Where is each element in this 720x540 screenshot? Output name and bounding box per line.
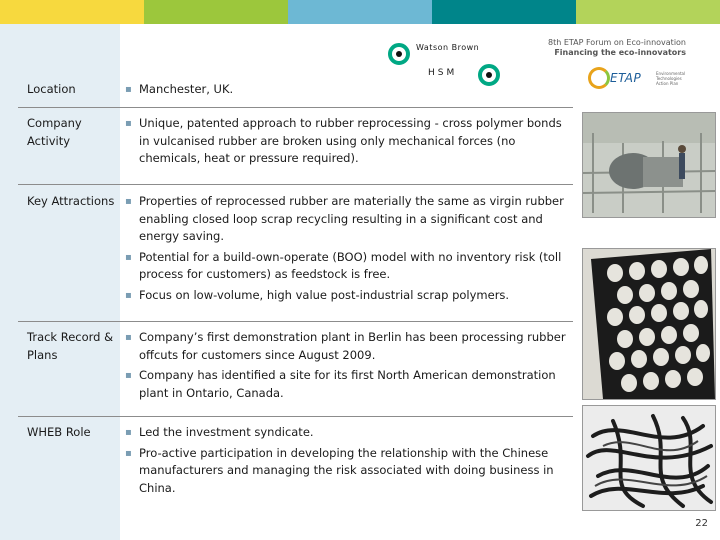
bullet-text: Focus on low-volume, high value post-industrial scrap polymers.	[139, 287, 510, 302]
bullet-marker: ▪	[125, 118, 132, 129]
bullet-list	[125, 81, 571, 102]
color-segment	[288, 0, 432, 24]
bullet-marker: ▪	[125, 447, 132, 459]
bullet-text: Company has identified a site for its first North American demonstration plant in Ontario, Canada.	[139, 368, 556, 400]
row-label: Company Activity	[27, 116, 82, 148]
page-number: 22	[695, 518, 708, 529]
row-label: Key Attractions	[27, 194, 115, 208]
color-segment	[0, 0, 144, 24]
bullet-item	[125, 249, 571, 284]
factory-plant-photo	[582, 112, 716, 218]
row-label: Location	[27, 82, 76, 96]
bullet-marker: ▪	[125, 251, 132, 263]
row-label: Track Record & Plans	[27, 330, 114, 362]
row-label: WHEB Role	[27, 425, 91, 439]
forum-subtitle: Financing the eco-innovators	[554, 48, 686, 57]
forum-title: 8th ETAP Forum on Eco-innovation	[547, 38, 686, 47]
bullet-text: Led the investment syndicate.	[139, 425, 314, 439]
color-segment	[144, 0, 288, 24]
row-company-activity	[18, 107, 573, 185]
bullet-text: Potential for a build-own-operate (BOO) model with no inventory risk (toll process for customers) as feedstock is free.	[139, 249, 562, 281]
etap-logo	[588, 65, 688, 91]
color-segment	[432, 0, 576, 24]
bullet-item	[125, 445, 571, 498]
bullet-item	[125, 81, 571, 99]
bullet-text: Properties of reprocessed rubber are materially the same as virgin rubber enabling closed loop scrap recycling resulting in a significant cost and energy saving.	[139, 194, 564, 243]
color-segment	[576, 0, 720, 24]
bullet-marker: ▪	[125, 427, 132, 438]
etap-subtitle: Environmental Technologies Action Plan	[656, 71, 686, 86]
row-location	[18, 80, 573, 108]
perforated-rubber-sheet-photo	[582, 248, 716, 400]
bullet-marker: ▪	[125, 84, 132, 95]
bullet-list	[125, 424, 571, 500]
row-track-record	[18, 321, 573, 417]
bullet-list	[125, 115, 571, 171]
bullet-text: Unique, patented approach to rubber reprocessing - cross polymer bonds in vulcanised rubber are broken using only mechanical forces (no chemicals, heat or pressure required).	[139, 116, 562, 165]
bullet-item	[125, 329, 571, 364]
etap-swirl-icon	[588, 67, 610, 89]
etap-wordmark: ETAP	[610, 71, 642, 85]
bullet-text: Company’s first demonstration plant in Berlin has been processing rubber offcuts for customers since August 2009.	[139, 330, 566, 362]
bullet-item	[125, 115, 571, 168]
rubber-strips-photo	[582, 405, 716, 511]
top-color-bar	[0, 0, 720, 24]
bullet-item	[125, 367, 571, 402]
bullet-item	[125, 424, 571, 442]
logo-line2: HSM	[428, 68, 458, 78]
bullet-marker: ▪	[125, 332, 132, 343]
bullet-item	[125, 193, 571, 246]
bullet-text: Pro-active participation in developing the relationship with the Chinese manufacturers and managing the risk associated with doing business in China.	[139, 445, 554, 495]
bullet-text: Manchester, UK.	[139, 82, 234, 96]
bullet-marker: ▪	[125, 289, 132, 301]
bullet-marker: ▪	[125, 370, 132, 381]
bullet-item	[125, 287, 571, 305]
row-wheb-role	[18, 416, 573, 506]
bullet-marker: ▪	[125, 196, 132, 207]
row-key-attractions	[18, 184, 573, 322]
ring-icon	[388, 43, 410, 65]
forum-header	[520, 38, 686, 58]
logo-line1: Watson Brown	[416, 43, 480, 52]
bullet-list	[125, 329, 571, 405]
bullet-list	[125, 193, 571, 307]
